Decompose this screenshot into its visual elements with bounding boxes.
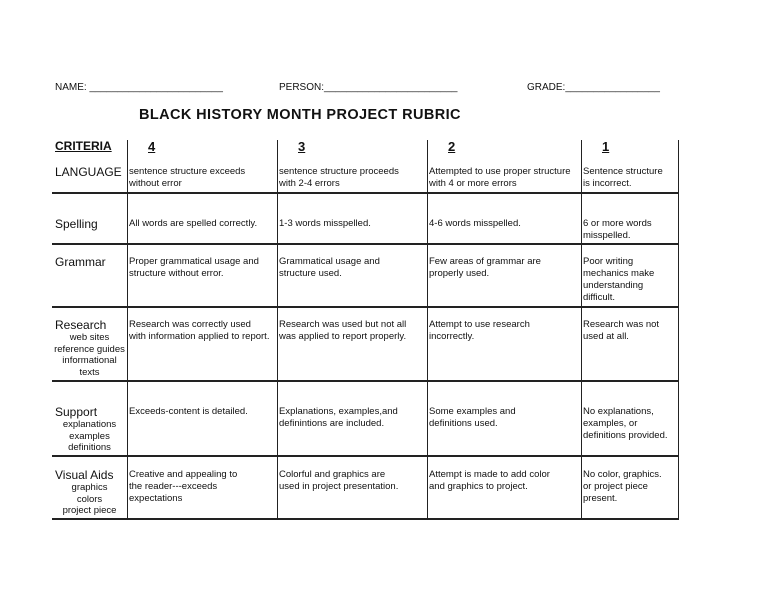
cell-text-line: Attempt to use research <box>429 319 530 330</box>
cell-text-line: sentence structure proceeds <box>279 166 399 177</box>
cell-text-line: Colorful and graphics are <box>279 469 386 480</box>
cell-text-line: Research was not <box>583 319 660 330</box>
column-divider <box>277 140 278 520</box>
score-cell <box>279 469 398 493</box>
score-cell <box>129 469 237 505</box>
score-cell <box>429 256 541 280</box>
cell-text-line: misspelled. <box>583 230 631 241</box>
row-divider <box>52 192 679 194</box>
score-cell <box>583 406 668 442</box>
person-field-label: PERSON:________________________ <box>279 82 458 93</box>
criterion-subitem: project piece <box>62 505 117 516</box>
page-title: BLACK HISTORY MONTH PROJECT RUBRIC <box>139 107 461 123</box>
cell-text-line: with 2-4 errors <box>279 178 340 189</box>
column-header-score-1: 1 <box>602 139 610 154</box>
cell-text-line: is incorrect. <box>583 178 632 189</box>
row-divider <box>52 243 679 245</box>
row-divider <box>52 306 679 308</box>
cell-text-line: Grammatical usage and <box>279 256 380 267</box>
cell-text-line: sentence structure exceeds <box>129 166 246 177</box>
score-cell <box>129 166 245 190</box>
cell-text-line: Attempt is made to add color <box>429 469 550 480</box>
score-cell <box>279 406 398 430</box>
score-cell <box>583 469 662 505</box>
row-divider <box>52 380 679 382</box>
column-header-score-4: 4 <box>148 139 156 154</box>
cell-text-line: present. <box>583 493 618 504</box>
score-cell <box>129 218 257 230</box>
column-divider <box>678 140 679 520</box>
column-header-criteria: CRITERIA <box>55 139 112 153</box>
cell-text-line: Proper grammatical usage and <box>129 256 259 267</box>
score-cell <box>583 256 654 304</box>
cell-text-line: Attempted to use proper structure <box>429 166 571 177</box>
criterion-subitem: texts <box>79 366 100 378</box>
cell-text-line: 6 or more words <box>583 218 652 229</box>
cell-text-line: Exceeds-content is detailed. <box>129 406 248 417</box>
column-divider <box>127 140 128 520</box>
cell-text-line: used at all. <box>583 331 629 342</box>
column-header-score-2: 2 <box>448 139 456 154</box>
cell-text-line: and graphics to project. <box>429 481 528 492</box>
criterion-cell <box>52 165 127 179</box>
cell-text-line: difficult. <box>583 292 616 303</box>
score-cell <box>129 256 259 280</box>
cell-text-line: Research was used but not all <box>279 319 407 330</box>
cell-text-line: Explanations, examples,and <box>279 406 398 417</box>
score-cell <box>583 218 652 242</box>
criterion-cell <box>52 318 127 378</box>
cell-text-line: Creative and appealing to <box>129 469 238 480</box>
grade-field-label: GRADE:_________________ <box>527 82 660 93</box>
cell-text-line: 4-6 words misspelled. <box>429 218 521 229</box>
name-field-label: NAME: ________________________ <box>55 82 223 93</box>
cell-text-line: All words are spelled correctly. <box>129 218 258 229</box>
score-cell <box>429 166 571 190</box>
cell-text-line: Research was correctly used <box>129 319 251 330</box>
criterion-subitem: reference guides <box>54 343 125 355</box>
score-cell <box>583 319 659 343</box>
criterion-subitem: examples <box>69 430 110 442</box>
cell-text-line: definintions are included. <box>279 418 385 429</box>
criterion-name: Visual Aids <box>55 468 114 482</box>
cell-text-line: examples, or <box>583 418 638 429</box>
cell-text-line: was applied to report properly. <box>279 331 407 342</box>
criterion-cell <box>52 405 127 454</box>
criterion-name: Support <box>55 405 98 419</box>
score-cell <box>429 218 521 230</box>
score-cell <box>279 319 406 343</box>
criterion-name: LANGUAGE <box>55 165 122 179</box>
cell-text-line: the reader---exceeds <box>129 481 218 492</box>
criterion-name: Spelling <box>55 217 98 231</box>
cell-text-line: mechanics make <box>583 268 655 279</box>
row-divider <box>52 518 679 520</box>
cell-text-line: without error <box>129 178 182 189</box>
criterion-subitem: explanations <box>62 419 117 430</box>
score-cell <box>129 406 248 418</box>
score-cell <box>279 218 371 230</box>
score-cell <box>429 319 530 343</box>
score-cell <box>429 406 516 430</box>
row-divider <box>52 455 679 457</box>
cell-text-line: with 4 or more errors <box>429 178 517 189</box>
cell-text-line: definitions provided. <box>583 430 668 441</box>
cell-text-line: Sentence structure <box>583 166 663 177</box>
cell-text-line: Few areas of grammar are <box>429 256 541 267</box>
criterion-subitem: informational <box>62 355 117 366</box>
cell-text-line: Poor writing <box>583 256 634 267</box>
criterion-cell <box>52 217 127 231</box>
column-divider <box>581 140 582 520</box>
cell-text-line: incorrectly. <box>429 331 475 342</box>
cell-text-line: 1-3 words misspelled. <box>279 218 371 229</box>
score-cell <box>583 166 663 190</box>
criterion-subitem: colors <box>76 493 103 505</box>
score-cell <box>429 469 550 493</box>
criterion-cell <box>52 255 127 269</box>
criterion-name: Grammar <box>55 255 106 269</box>
cell-text-line: No color, graphics. <box>583 469 662 480</box>
cell-text-line: understanding <box>583 280 644 291</box>
score-cell <box>279 256 380 280</box>
cell-text-line: structure used. <box>279 268 342 279</box>
cell-text-line: properly used. <box>429 268 490 279</box>
criterion-cell <box>52 468 127 517</box>
cell-text-line: No explanations, <box>583 406 654 417</box>
score-cell <box>129 319 269 343</box>
cell-text-line: definitions used. <box>429 418 498 429</box>
cell-text-line: used in project presentation. <box>279 481 399 492</box>
criterion-subitem: web sites <box>69 332 110 343</box>
column-divider <box>427 140 428 520</box>
score-cell <box>279 166 399 190</box>
cell-text-line: with information applied to report. <box>129 331 270 342</box>
cell-text-line: structure without error. <box>129 268 224 279</box>
criterion-subitem: definitions <box>68 442 111 453</box>
cell-text-line: or project piece <box>583 481 648 492</box>
criterion-subitem: graphics <box>71 482 108 493</box>
criterion-name: Research <box>55 318 107 332</box>
column-header-score-3: 3 <box>298 139 306 154</box>
cell-text-line: expectations <box>129 493 183 504</box>
cell-text-line: Some examples and <box>429 406 516 417</box>
